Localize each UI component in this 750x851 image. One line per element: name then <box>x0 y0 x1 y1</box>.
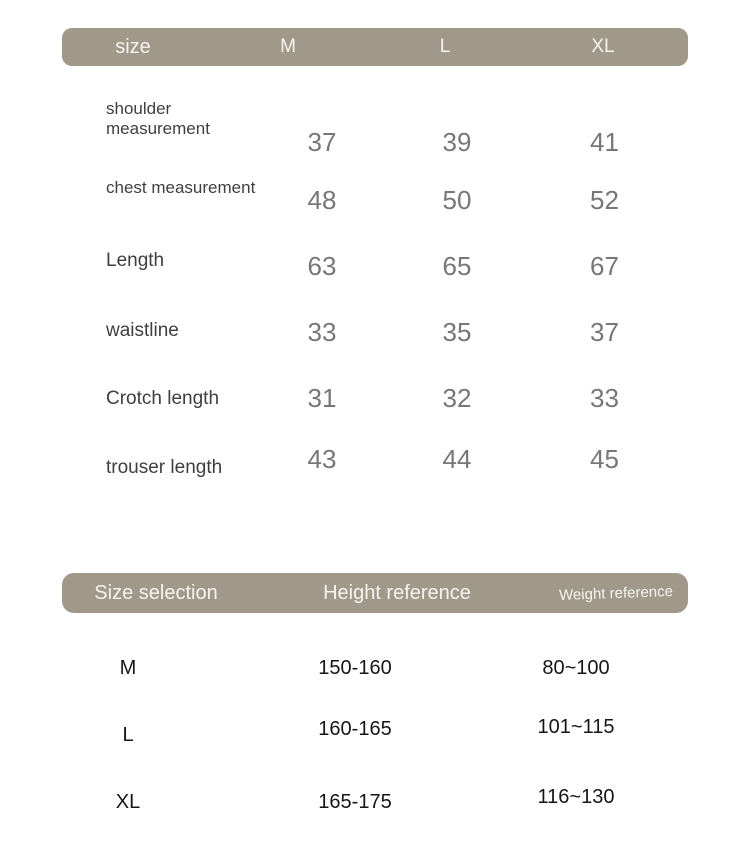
weight-value: 80~100 <box>542 657 610 679</box>
size-table-header-m: M <box>280 36 296 57</box>
row-label: chest measurement <box>106 178 256 198</box>
value-xl: 37 <box>590 316 619 347</box>
value-m: 43 <box>307 443 337 474</box>
selection-header-size: Size selection <box>94 581 218 604</box>
value-l: 50 <box>442 184 472 215</box>
size-table-header-xl: XL <box>591 36 615 57</box>
height-value: 165-175 <box>318 791 392 813</box>
table-row-chest <box>62 171 688 237</box>
value-xl: 67 <box>590 250 619 281</box>
table-row-m <box>62 635 688 702</box>
selection-header-weight: Weight reference <box>558 582 674 604</box>
row-label: Length <box>106 250 165 272</box>
value-xl: 33 <box>590 382 619 413</box>
value-m: 31 <box>307 382 337 413</box>
value-l: 35 <box>442 316 472 347</box>
row-label: waistline <box>106 320 179 342</box>
size-table-body <box>62 66 688 501</box>
value-xl: 41 <box>590 127 619 157</box>
size-table-header-l: L <box>439 36 451 57</box>
value-l: 39 <box>442 127 472 157</box>
value-m: 33 <box>307 316 337 347</box>
table-row-shoulder <box>62 66 688 171</box>
table-row-trouser <box>62 435 688 501</box>
selection-table-body <box>62 613 688 836</box>
value-m: 37 <box>307 127 337 157</box>
value-xl: 45 <box>590 443 619 474</box>
value-l: 65 <box>442 250 472 281</box>
table-row-crotch <box>62 369 688 435</box>
size-label: L <box>122 724 134 746</box>
table-row-l <box>62 702 688 769</box>
row-label: Crotch length <box>106 388 220 410</box>
table-row-waistline <box>62 303 688 369</box>
value-l: 32 <box>442 382 472 413</box>
row-label: trouser length <box>106 457 223 479</box>
height-value: 160-165 <box>318 718 392 740</box>
selection-header-height: Height reference <box>323 581 471 604</box>
value-xl: 52 <box>590 184 619 215</box>
size-table-header <box>62 28 688 66</box>
size-label: M <box>119 657 137 679</box>
weight-value: 101~115 <box>537 716 615 738</box>
row-label: shoulder measurement <box>106 98 210 138</box>
table-row-length <box>62 237 688 303</box>
height-value: 150-160 <box>318 657 392 679</box>
table-row-xl <box>62 769 688 836</box>
value-m: 48 <box>307 184 337 215</box>
size-table-header-size: size <box>115 35 151 58</box>
value-m: 63 <box>307 250 337 281</box>
size-label: XL <box>115 791 141 813</box>
value-l: 44 <box>442 443 472 474</box>
weight-value: 116~130 <box>537 786 615 808</box>
selection-table-header <box>62 573 688 613</box>
